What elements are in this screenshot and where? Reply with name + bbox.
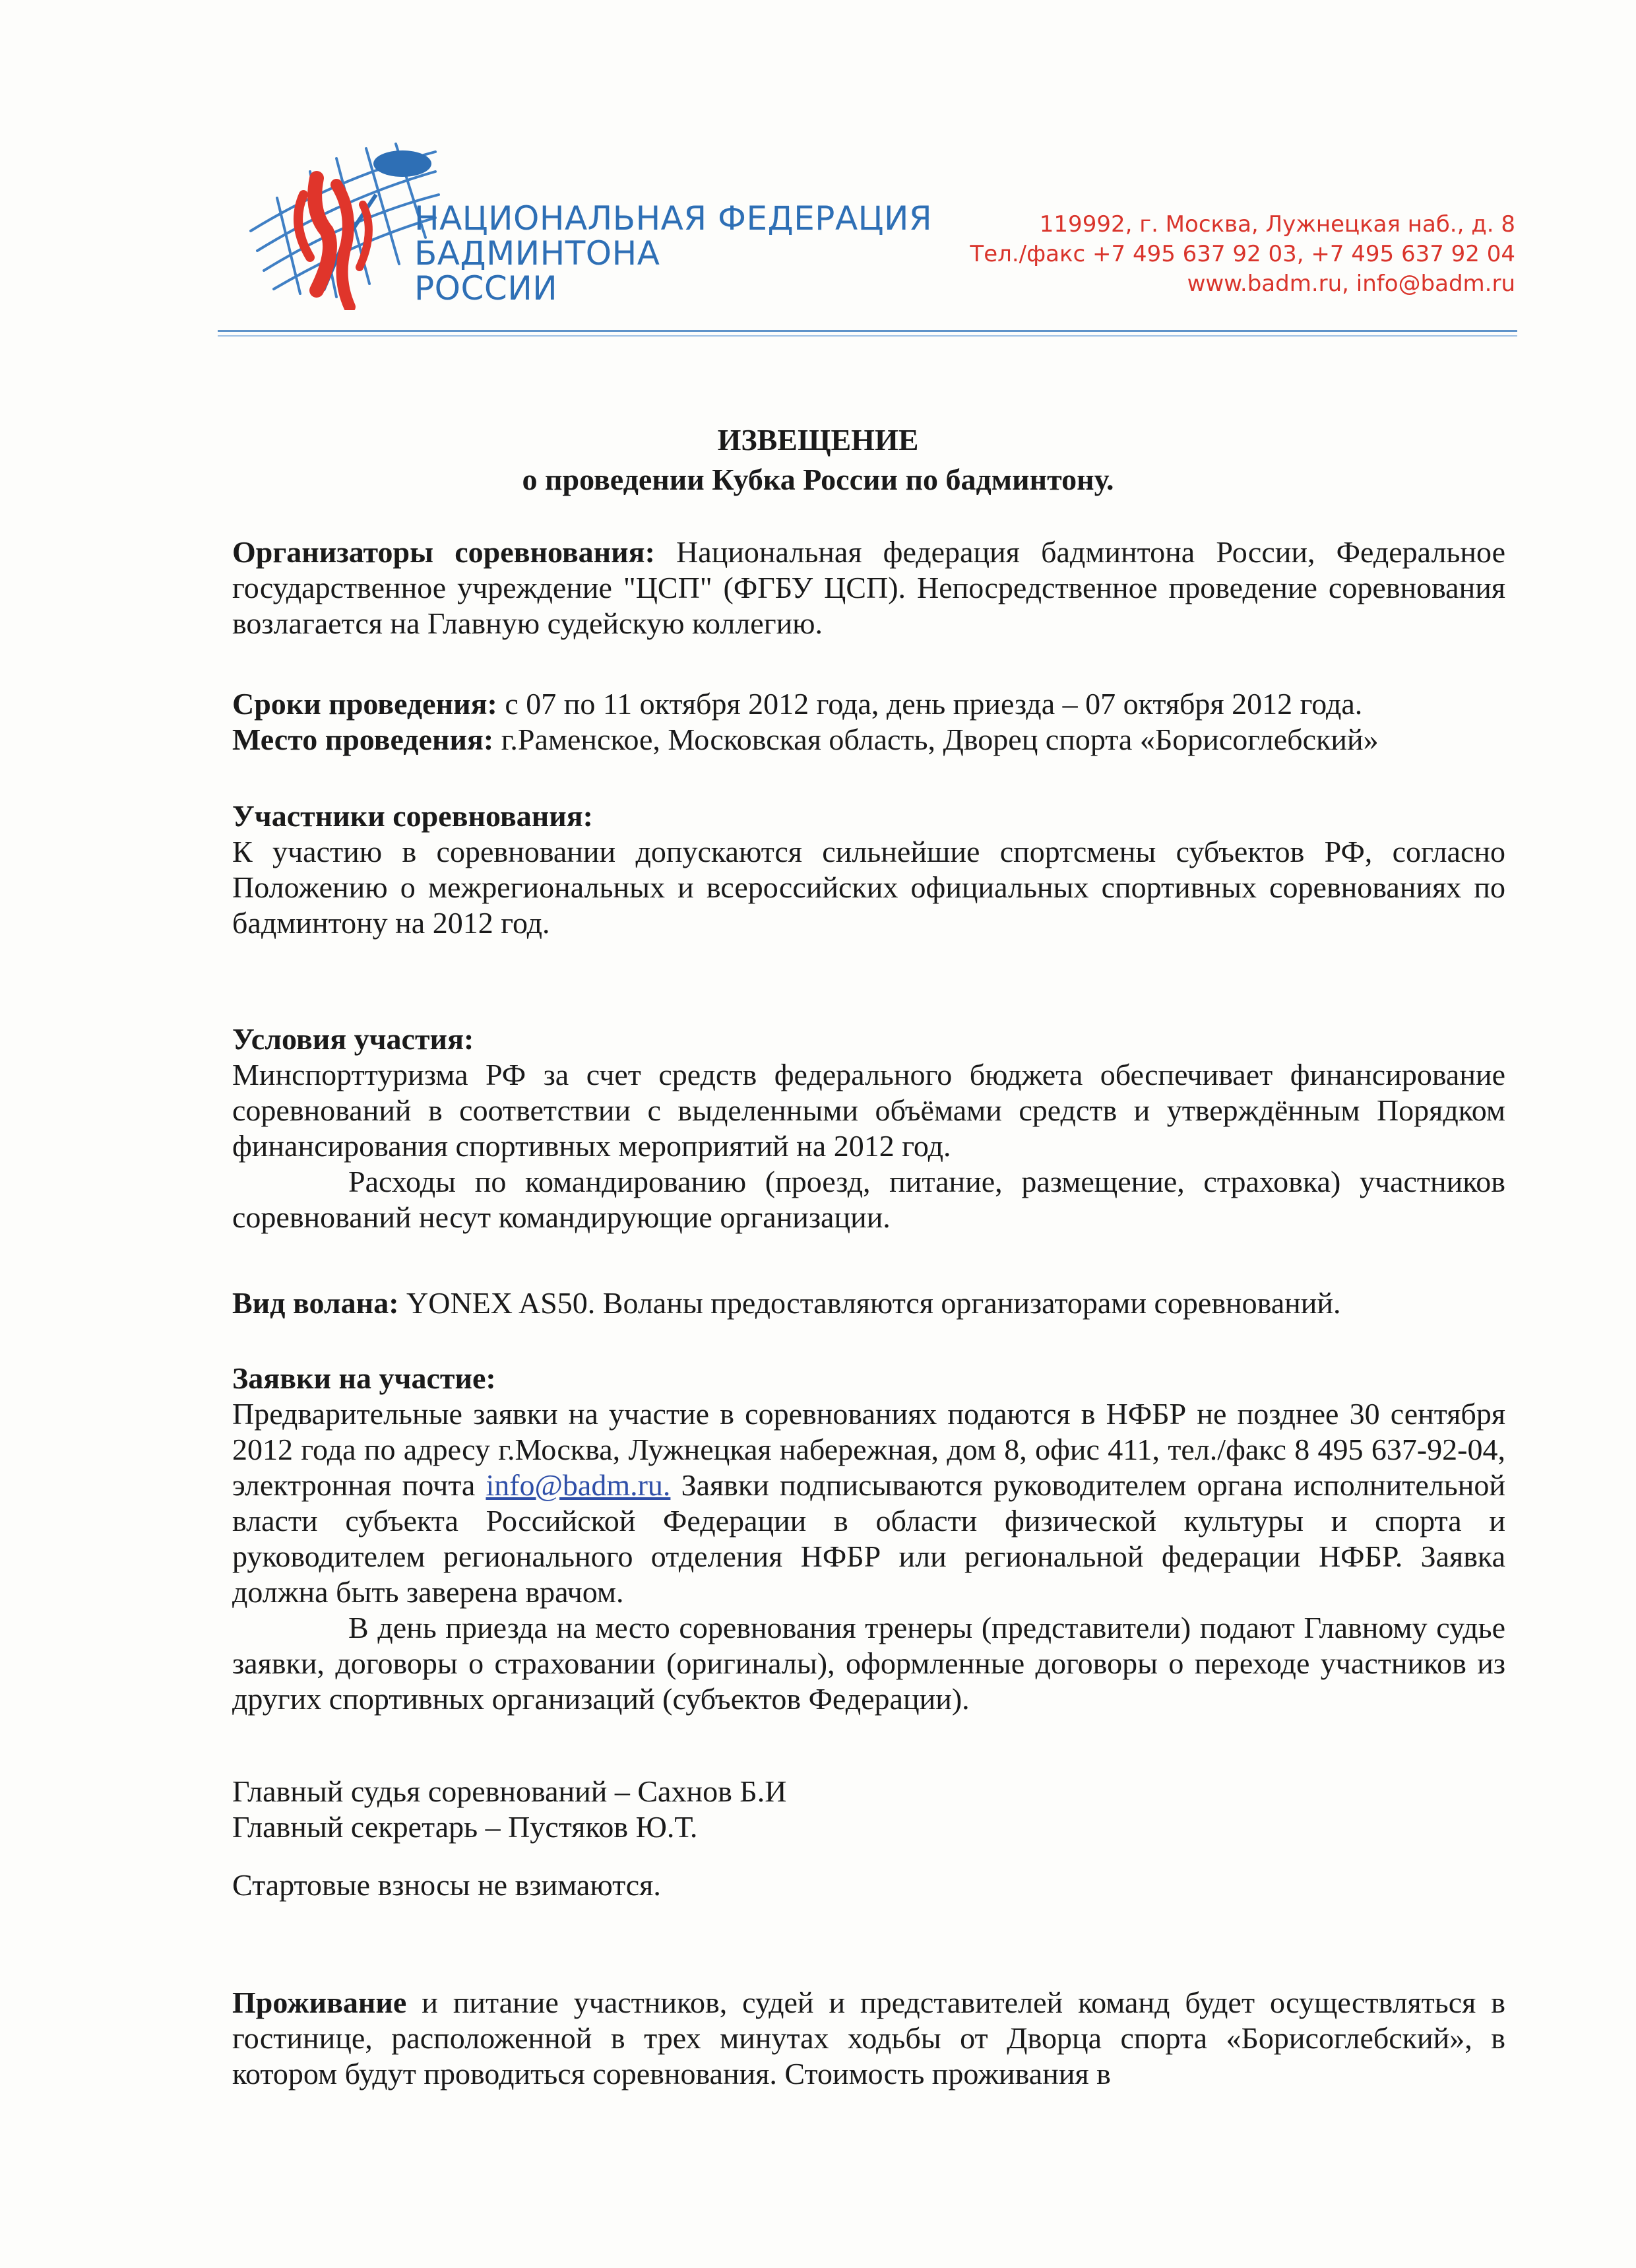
- participants-heading: Участники соревнования:: [232, 799, 593, 833]
- web-and-email: www.badm.ru, info@badm.ru: [1187, 271, 1515, 297]
- applications-text-before-email: Предварительные заявки на участие в соревнованиях подаются в НФБР не позднее 30 сентября 2012 года по адресу г.Москва, Лужнецкая набережная, дом 8, офис 411, тел./факс 8 495 637-92-04, электронная почта: [232, 1397, 1505, 1502]
- dates-text: с 07 по 11 октября 2012 года, день приезда – 07 октября 2012 года.: [497, 687, 1363, 721]
- applications-paragraph-1: [232, 1396, 1505, 1610]
- org-name-line-2: БАДМИНТОНА: [414, 234, 660, 273]
- shuttle-text: YONEX AS50. Воланы предоставляются организаторами соревнований.: [398, 1286, 1341, 1320]
- chief-judge: Главный судья соревнований – Сахнов Б.И: [232, 1774, 787, 1808]
- applications-heading: Заявки на участие:: [232, 1361, 496, 1395]
- place-heading: Место проведения:: [232, 723, 494, 756]
- fees-note: Стартовые взносы не взимаются.: [232, 1868, 661, 1902]
- contact-info: [970, 210, 1515, 299]
- conditions-heading: Условия участия:: [232, 1022, 474, 1056]
- organizers-section: [232, 535, 1505, 641]
- accommodation-text: и питание участников, судей и представителей команд будет осуществляться в гостинице, расположенной в трех минутах ходьбы от Дворца спорта «Борисоглебский», в котором будут проводиться соревнования. Стоимость проживания в: [232, 1986, 1505, 2090]
- conditions-paragraph-2: Расходы по командированию (проезд, питание, размещение, страховка) участников соревнований несут командирующие организации.: [232, 1165, 1505, 1234]
- email-link[interactable]: info@badm.ru.: [486, 1468, 671, 1502]
- phone-fax: Тел./факс +7 495 637 92 03, +7 495 637 92 04: [970, 241, 1515, 267]
- document-title: ИЗВЕЩЕНИЕ: [717, 423, 919, 457]
- applications-paragraph-2: В день приезда на место соревнования тренеры (представители) подают Главному судье заявки, договоры о страховании (оригиналы), оформленные договоры о переходе участников из других спортивных организаций (субъектов Федерации).: [232, 1611, 1505, 1716]
- conditions-paragraph-1: Минспорттуризма РФ за счет средств федерального бюджета обеспечивает финансирование соревнований в соответствии с выделенными объёмами средств и утверждённым Порядком финансирования спортивных мероприятий на 2012 год.: [232, 1058, 1505, 1163]
- chief-secretary: Главный секретарь – Пустяков Ю.Т.: [232, 1810, 698, 1844]
- participants-section: [232, 798, 1505, 941]
- place-section: [232, 722, 1505, 758]
- officials-section: [232, 1774, 1505, 1845]
- header-divider-secondary: [218, 335, 1517, 337]
- org-name-line-3: РОССИИ: [414, 269, 558, 308]
- org-name-line-1: НАЦИОНАЛЬНАЯ ФЕДЕРАЦИЯ: [414, 199, 933, 238]
- applications-text-after-email: Заявки подписываются руководителем органа исполнительной власти субъекта Российской Федерации в области физической культуры и спорта и руководителем регионального отделения НФБР или региональной федерации НФБР. Заявка должна быть заверена врачом.: [232, 1468, 1505, 1609]
- accommodation-heading: Проживание: [232, 1986, 407, 2019]
- shuttle-section: [232, 1285, 1505, 1321]
- accommodation-section: [232, 1985, 1505, 2092]
- shuttlecock-head-icon: [373, 150, 431, 177]
- dates-heading: Сроки проведения:: [232, 687, 497, 721]
- header-divider: [218, 330, 1517, 332]
- dates-section: [232, 686, 1505, 722]
- document-subtitle: о проведении Кубка России по бадминтону.: [522, 463, 1114, 496]
- place-text: г.Раменское, Московская область, Дворец спорта «Борисоглебский»: [493, 723, 1379, 756]
- organization-name: [414, 201, 932, 306]
- participants-text: К участию в соревновании допускаются сильнейшие спортсмены субъектов РФ, согласно Положению о межрегиональных и всероссийских официальных спортивных соревнованиях по бадминтону на 2012 год.: [232, 835, 1505, 940]
- applications-section: [232, 1361, 1505, 1717]
- organizers-heading: Организаторы соревнования:: [232, 535, 655, 569]
- conditions-section: [232, 1021, 1505, 1235]
- address: 119992, г. Москва, Лужнецкая наб., д. 8: [1039, 211, 1515, 238]
- shuttle-heading: Вид волана:: [232, 1286, 399, 1320]
- organizers-text: Национальная федерация бадминтона России, Федеральное государственное учреждение "ЦСП" (ФГБУ ЦСП). Непосредственное проведение соревнования возлагается на Главную судейскую коллегию.: [232, 535, 1505, 640]
